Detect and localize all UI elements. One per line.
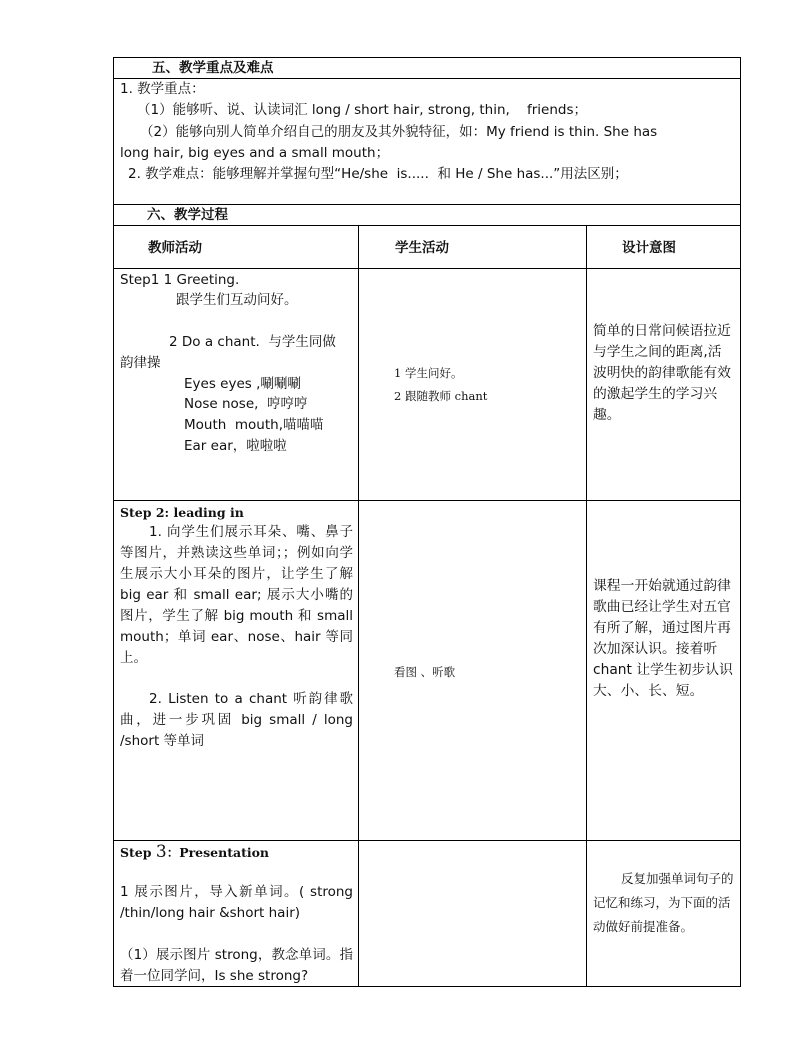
step1-design-intent: 简单的日常问候语拉近与学生之间的距离,活波明快的韵律歌能有效 的激起学生的学习兴趣。 (593, 323, 731, 423)
header-teacher-activity: 教师活动 (148, 240, 202, 256)
step1-chant: 2 Do a chant. 与学生同做 (169, 334, 336, 350)
step2-title: Step 2: leading in (120, 505, 244, 520)
step1-greeting-desc: 跟学生们互动问好。 (176, 292, 298, 308)
step1-greeting: Step1 1 Greeting. (120, 272, 240, 288)
step2-activity-1: 1. 向学生们展示耳朵、嘴、鼻子等图片，并熟读这些单词；；例如向学生展示大小耳朵的图片，让学生了解 big ear 和 small ear; 展示大小嘴的图片，学生了解 big mouth 和 small mouth；单词 ear、nose、hair 等同上。 (120, 524, 353, 666)
header-student-activity: 学生活动 (395, 240, 449, 256)
divider (113, 500, 741, 501)
chant-line: Ear ear，啦啦啦 (184, 438, 287, 454)
key-point-2: （2）能够向别人简单介绍自己的朋友及其外貌特征，如：My friend is thin. She has (140, 124, 658, 140)
section5-heading: 五、教学重点及难点 (152, 60, 274, 76)
header-design-intent: 设计意图 (622, 240, 676, 256)
step1-chant-cont: 韵律操 (120, 355, 161, 371)
step2-activity-2: 2. Listen to a chant 听韵律歌曲，进一步巩固 big small / long /short 等单词 (120, 691, 353, 749)
divider (113, 268, 741, 269)
step1-student-1: 1 学生问好。 (394, 366, 463, 380)
key-point-1: （1）能够听、说、认读词汇 long / short hair, strong, thin, friends； (137, 102, 588, 118)
section6-heading: 六、教学过程 (147, 207, 228, 223)
column-divider (358, 225, 359, 987)
step3-title (120, 842, 269, 863)
step3-design-intent: 反复加强单词句子的记忆和练习，为下面的活动做好前提准备。 (593, 871, 734, 934)
step3-title-number: 3 (155, 842, 167, 862)
chant-line: Nose nose, 哼哼哼 (184, 396, 308, 412)
step3-activity-2: （1）展示图片 strong，教念单词。指着一位同学问，Is she strong? (120, 947, 353, 984)
step1-student-2: 2 跟随教师 chant (394, 389, 488, 403)
step2-student-activity: 看图 、听歌 (394, 665, 456, 679)
step3-activity-1: 1 展示图片，导入新单词。( strong /thin/long hair &short hair) (120, 884, 353, 921)
chant-line: Eyes eyes ,唰唰唰 (184, 376, 301, 392)
step3-title-prefix: Step (120, 845, 156, 860)
difficulty-point: 2. 教学难点：能够理解并掌握句型“He/she is..... 和 He / She has...”用法区别； (128, 166, 628, 182)
step2-design-intent: 课程一开始就通过韵律歌曲已经让学生对五官有所了解，通过图片再次加深认识。接着听 chant 让学生初步认识大、小、长、短。 (593, 578, 733, 699)
key-point-2-cont: long hair, big eyes and a small mouth； (120, 145, 390, 161)
chant-line: Mouth mouth,喵喵喵 (184, 417, 324, 433)
divider (113, 840, 741, 841)
step3-title-suffix: ：Presentation (166, 845, 270, 860)
key-points-label: 1. 教学重点： (120, 81, 205, 97)
column-divider (586, 225, 587, 987)
